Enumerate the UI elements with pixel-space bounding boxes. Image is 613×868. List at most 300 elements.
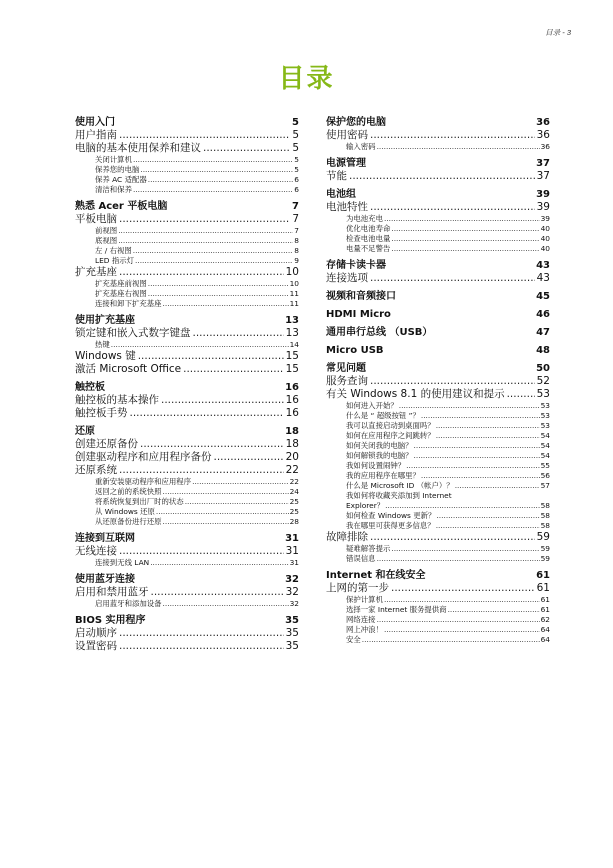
toc-page-number: 5 [292, 129, 299, 141]
dot-leader [119, 266, 284, 279]
toc-entry-title: 设置密码 [75, 640, 117, 652]
toc-entry[interactable] [75, 477, 299, 487]
toc-entry-title: 故障排除 [326, 531, 368, 543]
toc-page-number: 14 [289, 340, 299, 349]
toc-page-number: 53 [540, 421, 550, 430]
toc-page-number: 48 [536, 345, 550, 356]
dot-leader [421, 411, 540, 421]
toc-entry-title: 我在哪里可获得更多信息？ [346, 521, 435, 530]
toc-entry-title: Windows 键 [75, 350, 136, 362]
toc-entry[interactable] [75, 165, 299, 175]
toc-entry-title: 触控板 [75, 382, 105, 393]
toc-entry[interactable] [75, 256, 299, 266]
toc-page-number: 7 [294, 226, 299, 235]
toc-column-left [75, 116, 299, 653]
toc-entry[interactable] [75, 213, 299, 226]
toc-entry[interactable] [75, 438, 299, 451]
toc-entry[interactable] [326, 521, 550, 531]
toc-entry-title: 连接选项 [326, 272, 368, 284]
toc-entry-title: 我可以直接启动到桌面吗？ [346, 421, 435, 430]
toc-page-number: 61 [540, 595, 550, 604]
dot-leader [111, 340, 289, 350]
toc-entry[interactable] [75, 451, 299, 464]
toc-entry-title: 清洁和保养 [95, 185, 132, 194]
dot-leader [185, 497, 289, 507]
toc-entry[interactable] [326, 441, 550, 451]
dot-leader [377, 554, 540, 564]
dot-leader [148, 175, 294, 185]
toc-entry-title: 左 / 右视图 [95, 246, 132, 255]
toc-entry[interactable] [326, 461, 550, 471]
toc-entry[interactable] [75, 517, 299, 527]
toc-page-number: 16 [285, 407, 299, 419]
toc-entry-title: 选择一家 Internet 服务提供商 [346, 605, 447, 614]
toc-entry-title: 如何关闭我的电脑？ [346, 441, 413, 450]
toc-entry-title: 重新安装驱动程序和应用程序 [95, 477, 192, 486]
toc-entry[interactable] [75, 487, 299, 497]
toc-entry-title: 网上冲浪！ [346, 625, 383, 634]
toc-entry-title: 底视图 [95, 236, 118, 245]
dot-leader [192, 477, 289, 487]
dot-leader [135, 256, 293, 266]
toc-section-heading[interactable] [326, 362, 550, 375]
toc-page-number: 15 [285, 363, 299, 375]
dot-leader [119, 464, 284, 477]
toc-entry-title: 保护计算机 [346, 595, 383, 604]
toc-entry[interactable] [326, 471, 550, 481]
toc-page-number: 62 [540, 615, 550, 624]
toc-entry-title: 电量不足警告 [346, 244, 391, 253]
toc-entry-title: 启用蓝牙和添加设备 [95, 599, 162, 608]
toc-entry[interactable] [326, 605, 550, 615]
toc-entry-title: Micro USB [326, 345, 384, 356]
toc-section-heading[interactable] [326, 344, 550, 357]
toc-section-heading[interactable] [326, 326, 550, 339]
toc-entry-title: 服务查询 [326, 375, 368, 387]
toc-page-number: 13 [285, 315, 299, 326]
toc-entry[interactable] [75, 545, 299, 558]
toc-section-heading[interactable] [75, 573, 299, 586]
dot-leader [436, 521, 540, 531]
toc-page-number: 54 [540, 441, 550, 450]
toc-entry[interactable] [75, 599, 299, 609]
toc-entry[interactable] [326, 170, 550, 183]
dot-leader [193, 327, 284, 340]
toc-section-heading[interactable] [75, 116, 299, 129]
toc-page-number: 61 [540, 605, 550, 614]
toc-page-number: 31 [285, 533, 299, 544]
toc-page-number: 45 [536, 291, 550, 302]
toc-page-number: 39 [536, 201, 550, 213]
dot-leader [119, 545, 284, 558]
toc-entry-title: 触控板手势 [75, 407, 128, 419]
dot-leader [399, 401, 540, 411]
toc-entry[interactable] [326, 411, 550, 421]
toc-entry[interactable] [75, 340, 299, 350]
toc-entry[interactable] [326, 595, 550, 605]
toc-entry-title: 如何解锁我的电脑？ [346, 451, 413, 460]
toc-entry-title: 还原系统 [75, 464, 117, 476]
dot-leader [203, 142, 290, 155]
toc-entry-title: 如何检查 Windows 更新？ [346, 511, 436, 520]
toc-page-number: 58 [540, 501, 550, 510]
toc-section-heading[interactable] [75, 425, 299, 438]
toc-entry-title: 什么是 Microsoft ID （帐户）？ [346, 481, 454, 490]
toc-section-heading[interactable] [326, 259, 550, 272]
toc-entry-title: 如何进入开始？ [346, 401, 398, 410]
toc-entry[interactable] [326, 224, 550, 234]
toc-entry-title: 热键 [95, 340, 110, 349]
toc-entry[interactable] [326, 214, 550, 224]
toc-page-number: 10 [285, 266, 299, 278]
toc-entry[interactable] [75, 327, 299, 340]
toc-entry-title: 连接和卸下扩充基座 [95, 299, 162, 308]
dot-leader [414, 451, 540, 461]
dot-leader [161, 394, 284, 407]
toc-entry-title: 用户指南 [75, 129, 117, 141]
dot-leader [163, 599, 289, 609]
toc-entry-title: 电脑的基本使用保养和建议 [75, 142, 201, 154]
toc-page-number: 47 [536, 327, 550, 338]
toc-entry[interactable] [326, 531, 550, 544]
toc-column-right [326, 116, 550, 645]
dot-leader [183, 363, 284, 376]
dot-leader [391, 244, 539, 254]
toc-entry-title: 使用扩充基座 [75, 315, 135, 326]
toc-entry[interactable] [75, 279, 299, 289]
toc-entry-title: 使用蓝牙连接 [75, 574, 135, 585]
toc-entry[interactable] [326, 401, 550, 411]
toc-entry-title: LED 指示灯 [95, 256, 134, 265]
toc-entry-title: 使用入门 [75, 117, 115, 128]
dot-leader [391, 224, 539, 234]
toc-entry[interactable] [75, 142, 299, 155]
toc-page-number: 32 [285, 586, 299, 598]
dot-leader [436, 511, 539, 521]
toc-page-number: 22 [289, 477, 299, 486]
toc-entry[interactable] [75, 129, 299, 142]
dot-leader [455, 481, 540, 491]
dot-leader [349, 170, 535, 183]
toc-page-number: 58 [540, 511, 550, 520]
dot-leader [133, 155, 293, 165]
dot-leader [156, 507, 289, 517]
toc-page-number: 54 [540, 431, 550, 440]
toc-entry-title: 创建还原备份 [75, 438, 138, 450]
toc-page-number: 11 [289, 289, 299, 298]
dot-leader [151, 586, 284, 599]
toc-page-number: 11 [289, 299, 299, 308]
toc-page-number: 58 [540, 521, 550, 530]
toc-entry[interactable] [326, 244, 550, 254]
toc-entry[interactable] [326, 201, 550, 214]
toc-entry-title: 创建驱动程序和应用程序备份 [75, 451, 212, 463]
toc-entry-title: 将系统恢复到出厂时的状态 [95, 497, 184, 506]
toc-entry-title: 扩充基座前视图 [95, 279, 147, 288]
dot-leader [150, 558, 288, 568]
toc-entry-title: 保养 AC 适配器 [95, 175, 147, 184]
toc-entry[interactable] [75, 266, 299, 279]
toc-page-number: 59 [540, 554, 550, 563]
toc-page-number: 31 [285, 545, 299, 557]
toc-page-number: 8 [294, 236, 299, 245]
dot-leader [138, 350, 284, 363]
toc-entry-title: 连接到互联网 [75, 533, 135, 544]
dot-leader [133, 246, 294, 256]
toc-page-number: 37 [536, 158, 550, 169]
toc-section-heading[interactable] [326, 116, 550, 129]
toc-page-number: 57 [540, 481, 550, 490]
dot-leader [163, 487, 289, 497]
dot-leader [148, 289, 289, 299]
toc-page-number: 53 [540, 401, 550, 410]
toc-entry-title: 电池特性 [326, 201, 368, 213]
toc-entry-title: 电源管理 [326, 158, 366, 169]
dot-leader [370, 129, 535, 142]
toc-entry-title: 启用和禁用蓝牙 [75, 586, 149, 598]
toc-section-heading[interactable] [75, 200, 299, 213]
dot-leader [370, 272, 535, 285]
toc-entry[interactable] [326, 451, 550, 461]
toc-entry[interactable] [75, 236, 299, 246]
toc-page-number: 25 [289, 507, 299, 516]
toc-entry[interactable] [75, 640, 299, 653]
toc-page-number: 36 [540, 142, 550, 151]
toc-page-number: 7 [292, 213, 299, 225]
toc-page-number: 16 [285, 394, 299, 406]
toc-entry-title: 上网的第一步 [326, 582, 389, 594]
toc-entry[interactable] [326, 481, 550, 491]
toc-page-number: 18 [285, 426, 299, 437]
toc-entry[interactable] [75, 155, 299, 165]
toc-entry[interactable] [75, 299, 299, 309]
toc-entry-title: 从还原备份进行还原 [95, 517, 162, 526]
toc-page-number: 61 [536, 570, 550, 581]
dot-leader [362, 635, 540, 645]
page-title: 目录 [278, 64, 335, 94]
toc-entry[interactable] [326, 615, 550, 625]
toc-entry-title: 检查电池电量 [346, 234, 391, 243]
toc-entry[interactable] [326, 375, 550, 388]
toc-entry[interactable] [326, 582, 550, 595]
toc-entry-title: 常见问题 [326, 363, 366, 374]
toc-entry[interactable] [75, 627, 299, 640]
dot-leader [391, 544, 539, 554]
toc-entry-continued[interactable]: 我如何将收藏夹添加到 Internet [346, 491, 452, 500]
toc-page-number: 24 [289, 487, 299, 496]
dot-leader [377, 142, 540, 152]
toc-section-heading[interactable] [326, 569, 550, 582]
toc-page-number: 64 [540, 625, 550, 634]
toc-entry-title: 熟悉 Acer 平板电脑 [75, 201, 168, 212]
dot-leader [119, 627, 284, 640]
toc-entry-title: 我如何设置闹钟？ [346, 461, 406, 470]
toc-entry-title: 连接到无线 LAN [95, 558, 150, 567]
dot-leader [119, 129, 290, 142]
toc-entry-title: 电池组 [326, 189, 356, 200]
toc-entry-title: 锁定键和嵌入式数字键盘 [75, 327, 191, 339]
dot-leader [118, 226, 293, 236]
toc-entry-title: BIOS 实用程序 [75, 615, 146, 626]
dot-leader [119, 640, 284, 653]
dot-leader [406, 461, 539, 471]
toc-entry[interactable] [75, 226, 299, 236]
toc-page-number: 40 [540, 234, 550, 243]
toc-entry-title: 触控板的基本操作 [75, 394, 159, 406]
toc-entry[interactable] [75, 586, 299, 599]
toc-page-number: 5 [294, 165, 299, 174]
toc-entry[interactable] [75, 289, 299, 299]
toc-page-number: 52 [536, 375, 550, 387]
dot-leader [448, 605, 540, 615]
toc-entry-title: 使用密码 [326, 129, 368, 141]
dot-leader [507, 388, 535, 401]
toc-page-number: 40 [540, 224, 550, 233]
toc-page-number: 54 [540, 451, 550, 460]
toc-entry[interactable] [326, 511, 550, 521]
toc-entry-title: 网络连接 [346, 615, 376, 624]
toc-section-heading[interactable] [326, 290, 550, 303]
toc-entry[interactable] [75, 407, 299, 420]
toc-entry[interactable] [326, 501, 550, 511]
toc-entry[interactable] [75, 497, 299, 507]
toc-page-number: 36 [536, 117, 550, 128]
toc-page-number: 59 [536, 531, 550, 543]
toc-page-number: 7 [292, 201, 299, 212]
toc-entry-title: 扩充基座右视图 [95, 289, 147, 298]
toc-entry-title: Explorer？ [346, 501, 385, 510]
toc-page-number: 28 [289, 517, 299, 526]
dot-leader [118, 236, 293, 246]
toc-entry[interactable] [326, 431, 550, 441]
dot-leader [163, 517, 289, 527]
toc-section-heading[interactable] [75, 314, 299, 327]
dot-leader [163, 299, 289, 309]
dot-leader [384, 214, 540, 224]
toc-entry[interactable] [75, 394, 299, 407]
dot-leader [214, 451, 284, 464]
toc-entry-title: 前视图 [95, 226, 118, 235]
toc-entry[interactable] [326, 421, 550, 431]
toc-section-heading[interactable] [326, 157, 550, 170]
toc-section-heading[interactable] [75, 381, 299, 394]
dot-leader [436, 421, 540, 431]
toc-entry-title: 存储卡读卡器 [326, 260, 386, 271]
toc-page-number: 43 [536, 272, 550, 284]
toc-entry[interactable] [75, 185, 299, 195]
toc-page-number: 39 [536, 189, 550, 200]
toc-page-number: 6 [294, 175, 299, 184]
toc-entry-title: 无线连接 [75, 545, 117, 557]
page-header-label: 目录 - 3 [545, 28, 571, 37]
toc-page-number: 53 [536, 388, 550, 400]
toc-entry[interactable] [75, 464, 299, 477]
dot-leader [130, 407, 284, 420]
toc-entry[interactable] [326, 635, 550, 645]
toc-page-number: 35 [285, 615, 299, 626]
toc-entry-title: 如何在应用程序之间跳转？ [346, 431, 435, 440]
toc-entry-title: 返回之前的系统快照 [95, 487, 162, 496]
toc-page-number: 59 [540, 544, 550, 553]
dot-leader [436, 431, 540, 441]
toc-entry-title: 什么是 “ 超级按钮 ”？ [346, 411, 420, 420]
dot-leader [148, 279, 289, 289]
toc-page-number: 16 [285, 382, 299, 393]
toc-section-heading[interactable] [75, 614, 299, 627]
dot-leader [370, 375, 535, 388]
toc-entry[interactable] [326, 234, 550, 244]
dot-leader [384, 595, 540, 605]
toc-entry[interactable] [75, 246, 299, 256]
toc-entry[interactable] [75, 175, 299, 185]
toc-entry-title: 平板电脑 [75, 213, 117, 225]
toc-entry[interactable] [326, 388, 550, 401]
toc-page-number: 32 [285, 574, 299, 585]
toc-page-number: 64 [540, 635, 550, 644]
toc-page-number: 50 [536, 363, 550, 374]
toc-entry-title: Internet 和在线安全 [326, 570, 426, 581]
dot-leader [370, 531, 535, 544]
toc-entry[interactable] [75, 363, 299, 376]
dot-leader [421, 471, 540, 481]
toc-entry-title: 疑难解答提示 [346, 544, 391, 553]
toc-entry[interactable] [326, 272, 550, 285]
toc-page-number: 5 [292, 117, 299, 128]
toc-entry-title: 通用串行总线 （USB） [326, 327, 433, 338]
toc-entry[interactable] [326, 142, 550, 152]
toc-entry[interactable] [75, 507, 299, 517]
toc-entry-title: 安全 [346, 635, 361, 644]
toc-entry-title: 关闭计算机 [95, 155, 132, 164]
dot-leader [391, 234, 539, 244]
toc-entry[interactable] [326, 554, 550, 564]
toc-page-number: 35 [285, 627, 299, 639]
toc-page-number: 6 [294, 185, 299, 194]
toc-entry-title: HDMI Micro [326, 309, 391, 320]
toc-page-number: 36 [536, 129, 550, 141]
toc-section-heading[interactable] [326, 308, 550, 321]
toc-entry-title: 从 Windows 还原 [95, 507, 155, 516]
toc-entry[interactable] [326, 544, 550, 554]
toc-entry[interactable] [326, 625, 550, 635]
toc-page-number: 56 [540, 471, 550, 480]
toc-entry[interactable] [75, 350, 299, 363]
toc-entry[interactable] [75, 558, 299, 568]
toc-page-number: 18 [285, 438, 299, 450]
toc-page-number: 5 [292, 142, 299, 154]
toc-page-number: 32 [289, 599, 299, 608]
toc-section-heading[interactable] [326, 188, 550, 201]
toc-entry[interactable] [326, 129, 550, 142]
toc-page-number: 13 [285, 327, 299, 339]
toc-section-heading[interactable] [75, 532, 299, 545]
toc-page-number: 35 [285, 640, 299, 652]
toc-page-number: 8 [294, 246, 299, 255]
toc-entry-title: 保护您的电脑 [326, 117, 386, 128]
toc-entry-title: 为电池充电 [346, 214, 383, 223]
toc-entry-title: 节能 [326, 170, 347, 182]
toc-page-number: 43 [536, 260, 550, 271]
toc-page-number: 22 [285, 464, 299, 476]
dot-leader [119, 213, 290, 226]
toc-page-number: 61 [536, 582, 550, 594]
toc-entry-title: 启动顺序 [75, 627, 117, 639]
dot-leader [385, 501, 539, 511]
toc-entry-title: 输入密码 [346, 142, 376, 151]
toc-page-number: 46 [536, 309, 550, 320]
toc-page-number: 15 [285, 350, 299, 362]
toc-entry-title: 有关 Windows 8.1 的使用建议和提示 [326, 388, 505, 400]
